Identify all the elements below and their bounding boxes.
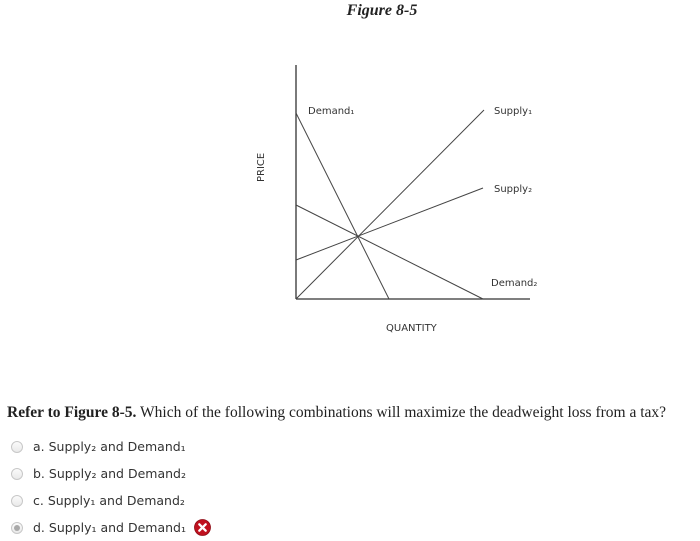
demand2-label: Demand₂ <box>491 278 538 289</box>
option-c[interactable] <box>11 487 211 514</box>
question-body: Which of the following combinations will maximize the deadweight loss from a tax? <box>136 404 667 421</box>
option-b[interactable] <box>11 460 211 487</box>
question-text <box>7 404 697 422</box>
incorrect-x-icon <box>194 519 211 536</box>
price-axis-label: PRICE <box>256 152 267 182</box>
answer-options <box>11 433 211 541</box>
option-a[interactable] <box>11 433 211 460</box>
figure-title: Figure 8-5 <box>346 2 418 19</box>
question-figure-ref: Refer to Figure 8-5. <box>7 404 137 421</box>
option-a-radio[interactable] <box>11 441 23 453</box>
supply1-label: Supply₁ <box>494 106 533 117</box>
demand1-curve <box>296 113 389 299</box>
option-d[interactable] <box>11 514 211 541</box>
option-a-label[interactable]: a. Supply₂ and Demand₁ <box>33 439 186 454</box>
option-b-radio[interactable] <box>11 468 23 480</box>
supply1-curve <box>296 110 484 299</box>
option-c-label[interactable]: c. Supply₁ and Demand₂ <box>33 493 185 508</box>
supply2-label: Supply₂ <box>494 184 533 195</box>
demand1-label: Demand₁ <box>308 106 355 117</box>
supply2-curve <box>296 188 483 260</box>
quantity-axis-label: QUANTITY <box>386 323 437 334</box>
option-c-radio[interactable] <box>11 495 23 507</box>
option-d-radio[interactable] <box>11 522 23 534</box>
option-d-label[interactable]: d. Supply₁ and Demand₁ <box>33 520 186 535</box>
option-b-label[interactable]: b. Supply₂ and Demand₂ <box>33 466 186 481</box>
demand2-curve <box>296 205 483 299</box>
